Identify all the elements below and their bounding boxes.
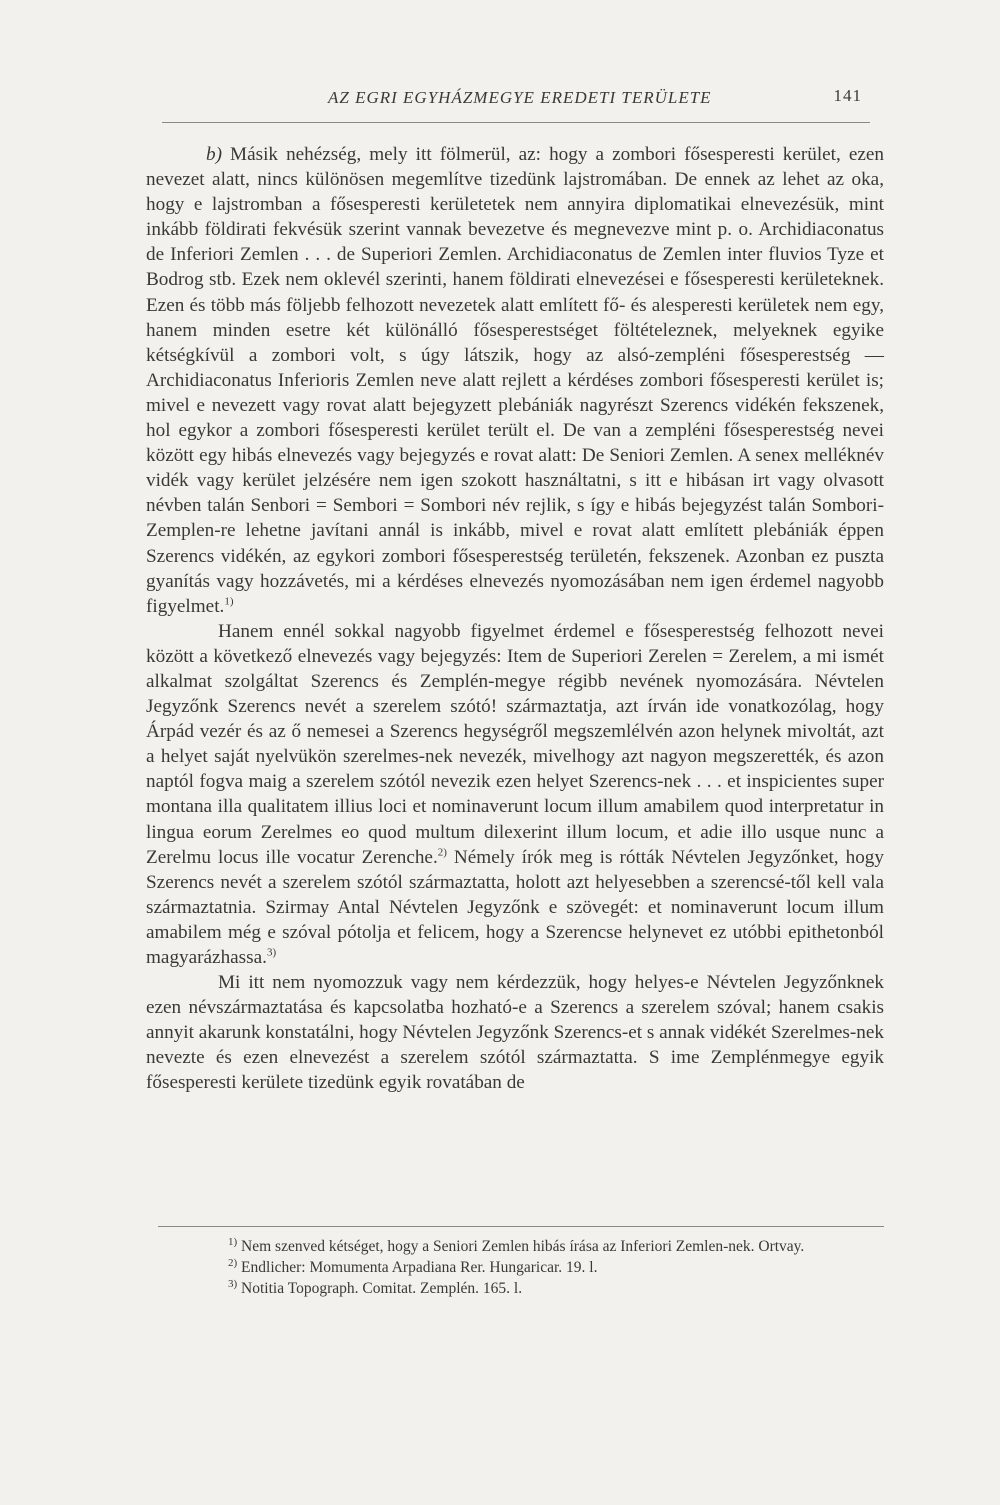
footnote-2 (228, 1257, 888, 1278)
footnote-ref-1: 1) (224, 595, 234, 608)
footnote-text: Nem szenved kétséget, hogy a Seniori Zemlen hibás írása az Inferiori Zemlen-nek. Ortvay. (241, 1238, 805, 1255)
footnote-3 (228, 1278, 888, 1299)
section-label: b) (206, 144, 222, 165)
footnote-mark: 2) (228, 1256, 238, 1269)
footnote-rule (158, 1226, 884, 1227)
paragraph-2 (146, 619, 884, 970)
footnote-ref-2: 2) (437, 846, 447, 859)
paragraph-3 (146, 970, 884, 1095)
footnote-1 (228, 1236, 888, 1257)
running-title: AZ EGRI EGYHÁZMEGYE EREDETI TERÜLETE (328, 88, 712, 107)
paragraph-1-text: Másik nehézség, mely itt fölmerül, az: hogy a zombori fősesperesti kerület, ezen nevezet alatt, nincs különösen megemlítve tizedünk lajstromában. De ennek az lehet az oka, hogy e lajstromban a fősesperesti kerületetek nem annyira diplomatikai elnevezésük, mint inkább földirati fekvésük szerint vannak bevezetve és megnevezve mint p. o. Archidiaconatus de Inferiori Zemlen . . . de Superiori Zemlen. Archidiaconatus de Zemlen inter fluvios Tyze et Bodrog stb. Ezek nem oklevél szerinti, hanem földirati elnevezései e fősesperesti kerületeknek. Ezen és több más följebb felhozott nevezetek alatt említett fő- és alesperesti kerületek nem egy, hanem minden esetre két különálló fősesperestséget föltételeznek, melyeknek egyike kétségkívül a zombori volt, s úgy látszik, hogy az alsó-zempléni fősesperestség — Archidiaconatus Inferioris Zemlen neve alatt rejlett a kérdéses zombori fősesperesti kerület is; mivel e nevezett vagy rovat alatt bejegyzett plebániák nagyrészt Szerencs vidékén fekszenek, hol egykor a zombori fősesperesti kerület terült el. De van a zempléni fősesperestség nevei között egy hibás elnevezés vagy bejegyzés e rovat alatt: De Seniori Zemlen. A senex melléknév vidék vagy kerület jelzésére nem igen szokott használtatni, s itt e hibásan irt vagy olvasott névben talán Senbori = Sembori = Sombori név rejlik, s így e hibás bejegyzést talán Sombori-Zemplen-re lehetne javítani annál is inkább, mivel e rovat alatt említett plebániák éppen Szerencs vidékén, az egykori zombori fősesperestség területén, fekszenek. Azonban ez puszta gyanítás vagy hozzávetés, mi a kérdéses elnevezés nyomozásában nem igen érdemel nagyobb figyelmet. (146, 144, 884, 617)
paragraph-2-text: Hanem ennél sokkal nagyobb figyelmet érdemel e fősesperestség felhozott nevei között a következő elnevezés vagy bejegyzés: Item de Superiori Zerelen = Zerelem, a mi ismét alkalmat szolgáltat Szerencs és Zemplén-megye régibb nevének nyomozására. Névtelen Jegyzőnk Szerencs nevét a szerelem szótó! származtatja, azt írván ide vonatkozólag, hogy Árpád vezér és az ő nemesei a Szerencs hegységről megszemlélvén azon helynek mivoltát, azt a helyet saját nyelvükön szerelmes-nek nevezék, mivelhogy azt nagyon megszerették, és azon naptól fogva maig a szerelem szótól nevezik ezen helyet Szerencs-nek . . . et inspicientes super montana illa qualitatem illius loci et nominaverunt locum illum amabilem quod interpretatur in lingua eorum Zerelmes eo quod multum dilexerint illum locum, et adie illo usque nunc a Zerelmu locus ille vocatur Zerenche. (146, 620, 884, 868)
header-rule (162, 122, 870, 123)
running-head (150, 88, 870, 118)
footnotes (228, 1236, 888, 1299)
page-number: 141 (833, 86, 862, 105)
paragraph-2-text-cont: Némely írók meg is rótták Névtelen Jegyzőnket, hogy Szerencs nevét a szerelem szótól származtatta, holott azt helyesebben a szerencsé-től kell vala származtatnia. Szirmay Antal Névtelen Jegyzőnk e szövegét: et nominaverunt locum illum amabilem még e szóval pótolja et felicem, hogy a Szerencse helynevet ez utóbbi epithetonból magyarázhassa. (146, 846, 884, 968)
footnote-ref-3: 3) (266, 946, 277, 959)
paragraph-1 (146, 142, 884, 619)
footnote-mark: 3) (228, 1277, 238, 1290)
body-text (146, 142, 884, 1096)
footnote-text: Endlicher: Momumenta Arpadiana Rer. Hungaricar. 19. l. (241, 1259, 598, 1276)
paragraph-3-text: Mi itt nem nyomozzuk vagy nem kérdezzük, hogy helyes-e Névtelen Jegyzőnknek ezen névszármaztatása és kapcsolatba hozható-e a Szerencs a szerelem szóval; hanem csakis annyit akarunk konstatálni, hogy Névtelen Jegyzőnk Szerencs-et s annak vidékét Szerelmes-nek nevezte és ezen elnevezést a szerelem szótól származtatta. S ime Zemplénmegye egyik fősesperesti kerülete tizedünk egyik rovatában de (146, 972, 884, 1094)
footnote-text: Notitia Topograph. Comitat. Zemplén. 165. l. (241, 1280, 523, 1297)
footnote-mark: 1) (228, 1235, 238, 1248)
